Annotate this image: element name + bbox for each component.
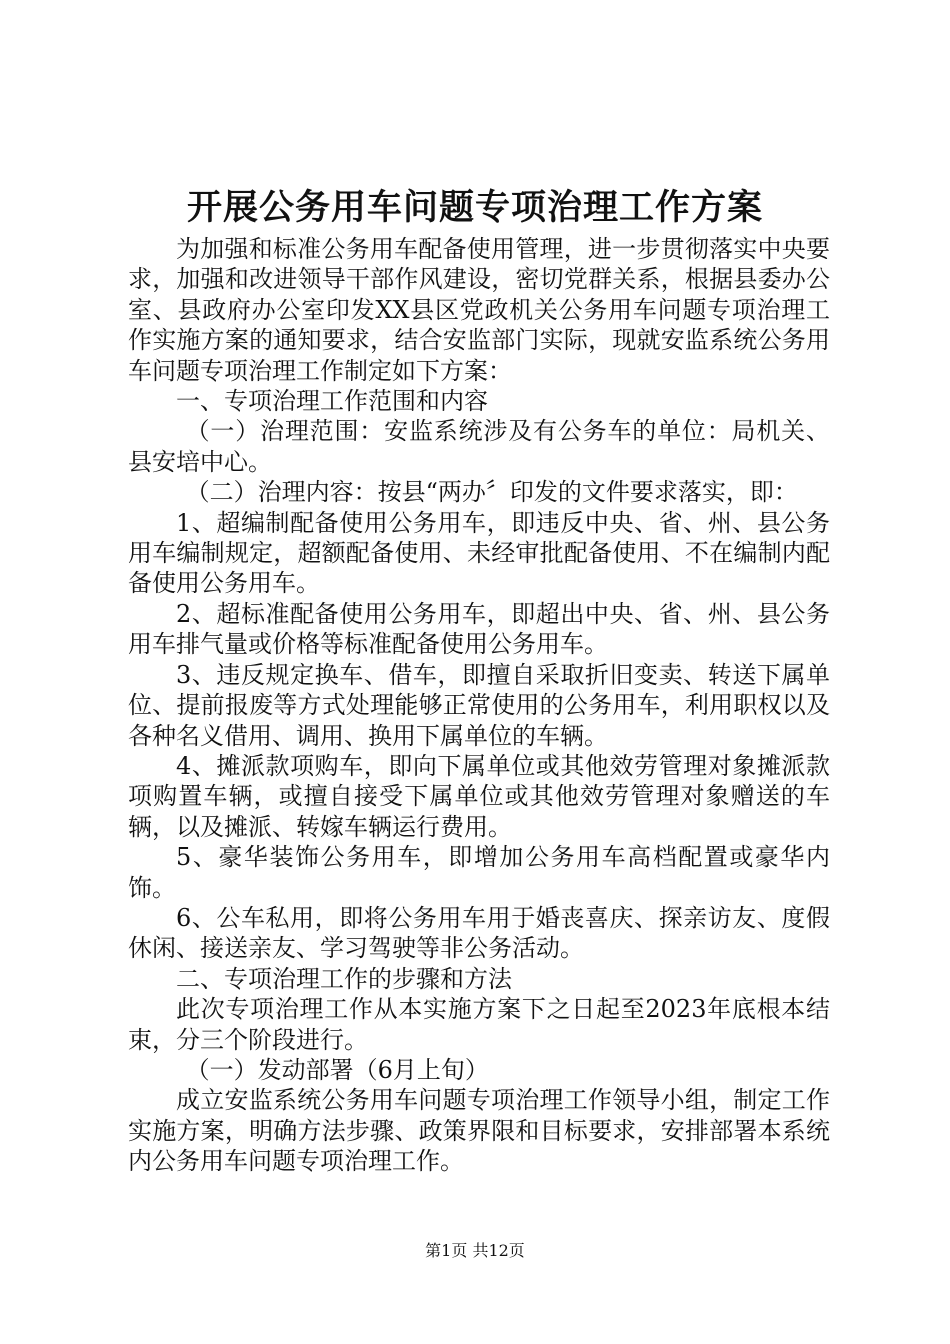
document-title: 开展公务用车问题专项治理工作方案 [186, 187, 763, 228]
paragraph-timeline: 此次专项治理工作从本实施方案下之日起至2023年底根本结束，分三个阶段进行。 [128, 995, 830, 1054]
paragraph-item-2: 2、超标准配备使用公务用车，即超出中央、省、州、县公务用车排气量或价格等标准配备使用公务用车。 [128, 599, 830, 659]
subsection-heading-mobilize: （一）发动部署（6月上旬） [185, 1055, 489, 1084]
paragraph-item-5: 5、豪华装饰公务用车，即增加公务用车高档配置或豪华内饰。 [128, 843, 830, 902]
paragraph-item-4: 4、摊派款项购车，即向下属单位或其他效劳管理对象摊派款项购置车辆，或擅自接受下属单位或其他效劳管理对象赠送的车辆，以及摊派、转嫁车辆运行费用。 [128, 751, 830, 841]
paragraph-intro: 为加强和标准公务用车配备使用管理，进一步贯彻落实中央要求，加强和改进领导干部作风建设，密切党群关系，根据县委办公室、县政府办公室印发XX县区党政机关公务用车问题专项治理工作实施方案的通知要求，结合安监部门实际，现就安监系统公务用车问题专项治理工作制定如下方案： [128, 235, 830, 385]
section-heading-2: 二、专项治理工作的步骤和方法 [176, 964, 512, 993]
section-heading-1: 一、专项治理工作范围和内容 [176, 387, 488, 416]
paragraph-item-6: 6、公车私用，即将公务用车用于婚丧喜庆、探亲访友、度假休闲、接送亲友、学习驾驶等非公务活动。 [128, 903, 830, 963]
paragraph-content: （二）治理内容：按县“两办〞印发的文件要求落实，即： [185, 478, 798, 507]
page-footer: 第1页 共12页 [425, 1241, 525, 1260]
paragraph-item-3: 3、违反规定换车、借车，即擅自采取折旧变卖、转送下属单位、提前报废等方式处理能够正常使用的公务用车，利用职权以及各种名义借用、调用、换用下属单位的车辆。 [128, 660, 830, 750]
paragraph-scope: （一）治理范围：安监系统涉及有公务车的单位：局机关、县安培中心。 [128, 417, 830, 476]
paragraph-mobilize: 成立安监系统公务用车问题专项治理工作领导小组，制定工作实施方案，明确方法步骤、政策界限和目标要求，安排部署本系统内公务用车问题专项治理工作。 [128, 1086, 830, 1176]
document-body [128, 234, 830, 1177]
paragraph-item-1: 1、超编制配备使用公务用车，即违反中央、省、州、县公务用车编制规定，超额配备使用、未经审批配备使用、不在编制内配备使用公务用车。 [128, 508, 830, 598]
